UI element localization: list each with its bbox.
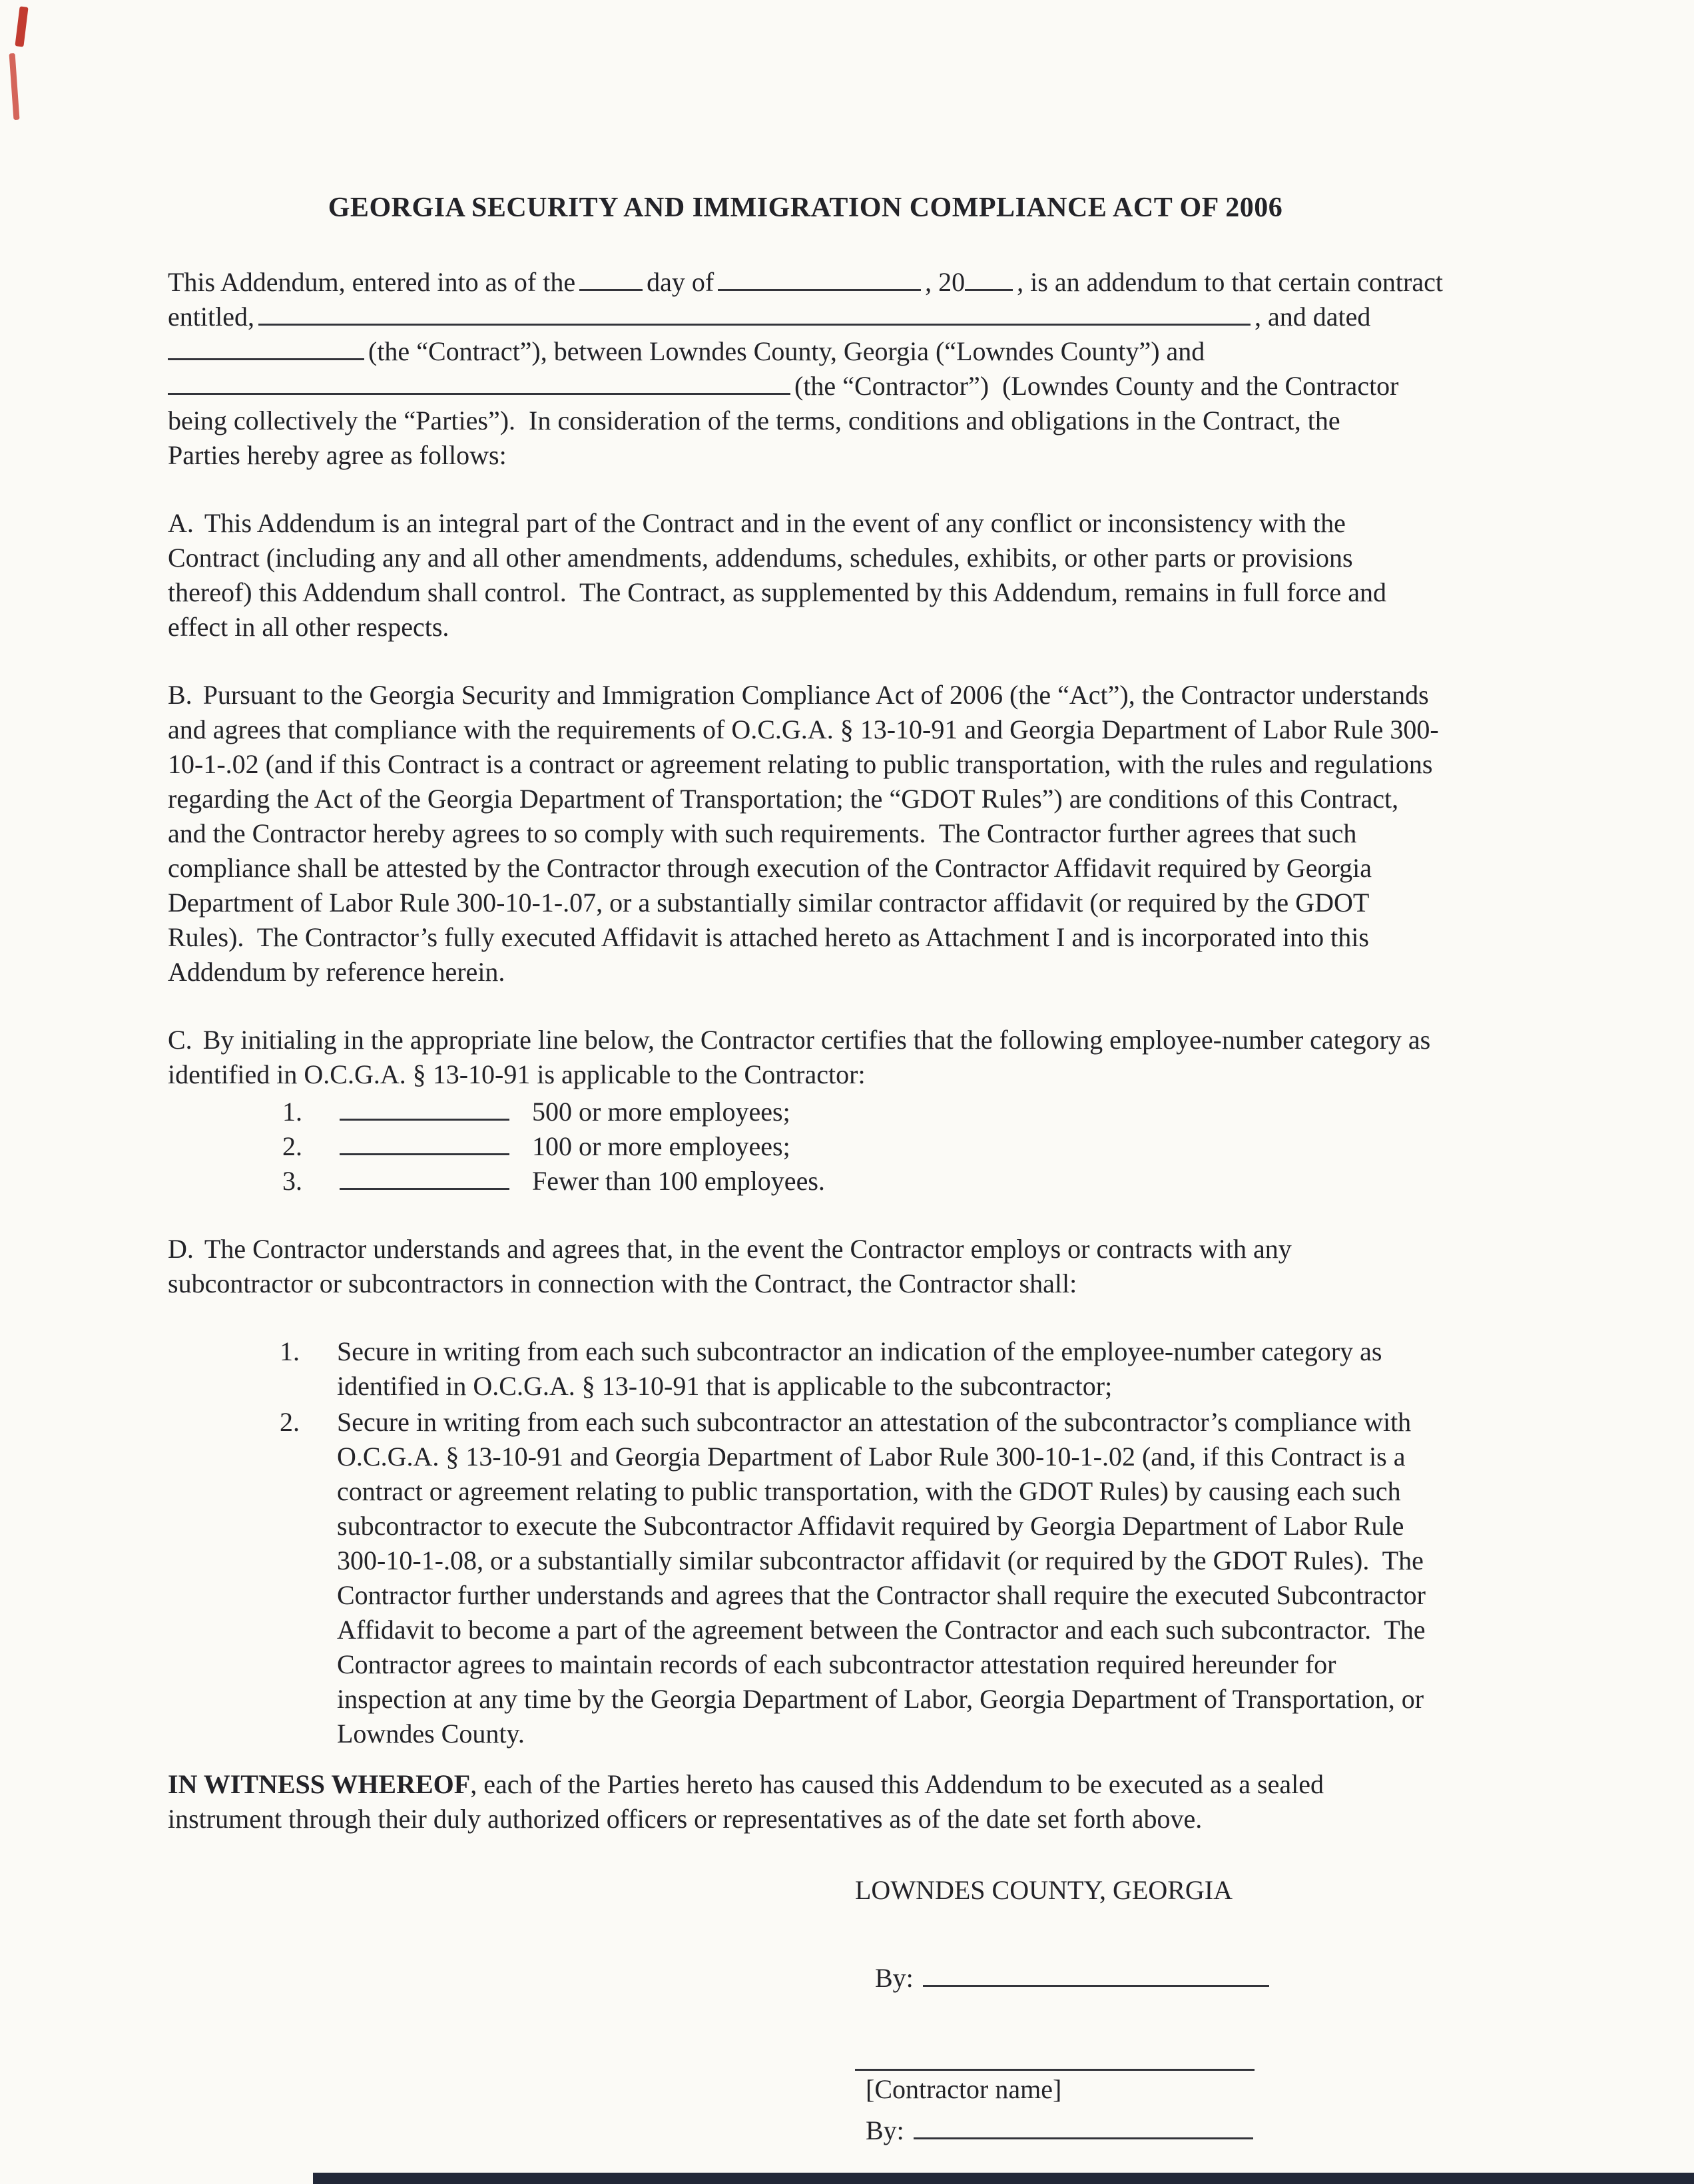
section-a-label: A. (168, 507, 194, 538)
blank-contractor-name (168, 369, 790, 395)
paper-curl-mark (0, 168, 53, 288)
item-text: Secure in writing from each such subcontractor an attestation of the subcontractor’s compliance with O.C.G.A. § 13-10-91 and Georgia Department of Labor Rule 300-10-1-.02 (and, if this Contract is a contract or agreement relating to public transportation, with the GDOT Rules) by causing each such subcontractor to execute the Subcontractor Affidavit required by Georgia Department of Labor Rule 300-10-1-.08, or a substantially similar subcontractor affidavit (or required by the GDOT Rules). The Contractor further understands and agrees that the Contractor shall require the executed Subcontractor Affidavit to become a part of the agreement between the Contractor and each such subcontractor. The Contractor agrees to maintain records of each subcontractor attestation required hereunder for inspection at any time by the Georgia Department of Labor, Georgia Department of Transportation, or Lowndes County. (337, 1406, 1432, 1749)
list-item (280, 1405, 1443, 1751)
section-d-paragraph (168, 1232, 1443, 1301)
blank-initial-100 (340, 1129, 509, 1155)
intro-text: , and dated (1254, 301, 1371, 332)
intro-text: being collectively the “Parties”). In consideration of the terms, conditions and obligations in the Contract, the (168, 405, 1340, 435)
red-scan-artifact (15, 6, 28, 47)
intro-line (168, 404, 1443, 438)
item-number: 2. (282, 1131, 302, 1161)
red-scan-artifact (9, 53, 20, 120)
item-number: 1. (282, 1096, 302, 1127)
contractor-name-line (855, 2042, 1255, 2071)
intro-text: , 20 (925, 266, 966, 297)
section-d-label: D. (168, 1233, 194, 1264)
county-name: LOWNDES COUNTY, GEORGIA (855, 1874, 1233, 1905)
county-signature-row (875, 1961, 1443, 1996)
document-content (168, 190, 1443, 2148)
item-label: 100 or more employees; (532, 1131, 790, 1161)
item-label: Fewer than 100 employees. (532, 1165, 825, 1196)
list-item (282, 1095, 1443, 1129)
intro-line (168, 334, 1443, 369)
by-label: By: (875, 1962, 914, 1993)
section-c-label: C. (168, 1024, 192, 1055)
blank-contract-title (258, 300, 1251, 326)
blank-initial-fewer (340, 1164, 509, 1190)
list-item (282, 1164, 1443, 1199)
intro-line (168, 369, 1443, 404)
intro-text: , is an addendum to that certain contract (1017, 266, 1443, 297)
witness-paragraph (168, 1767, 1443, 1836)
intro-line (168, 300, 1443, 334)
item-text: Secure in writing from each such subcontractor an indication of the employee-number category as identified in O.C.G.A. § 13-10-91 that is applicable to the subcontractor; (337, 1336, 1389, 1401)
paper-curl-mark (0, 1829, 51, 1950)
witness-text: , each of the Parties hereto has caused this Addendum to be executed as a sealed instrument through their duly authorized officers or representatives as of the date set forth above. (168, 1769, 1330, 1834)
item-label: 500 or more employees; (532, 1096, 790, 1127)
signature-block (855, 1873, 1443, 2148)
subcontractor-obligation-list (168, 1334, 1443, 1751)
contractor-signature-row (866, 2113, 1443, 2148)
county-signature-line (923, 1961, 1269, 1987)
list-item (282, 1129, 1443, 1164)
contractor-signature-line (914, 2113, 1253, 2139)
intro-text: entitled, (168, 301, 254, 332)
intro-text: Parties hereby agree as follows: (168, 439, 507, 470)
section-c-paragraph (168, 1023, 1443, 1092)
by-label: By: (866, 2115, 904, 2145)
section-b-paragraph (168, 678, 1443, 989)
section-d-text: The Contractor understands and agrees that, in the event the Contractor employs or contracts with any subcontractor or subcontractors in connection with the Contract, the Contractor shall: (168, 1233, 1298, 1298)
section-c-text: By initialing in the appropriate line below, the Contractor certifies that the following employee-number category as identified in O.C.G.A. § 13-10-91 is applicable to the Contractor: (168, 1024, 1438, 1089)
witness-lead-in: IN WITNESS WHEREOF (168, 1769, 471, 1799)
blank-dated (168, 334, 364, 360)
section-a-text: This Addendum is an integral part of the Contract and in the event of any conflict or inconsistency with the Contract (including any and all other amendments, addendums, schedules, exhibits, or other parts or provisions thereof) this Addendum shall control. The Contract, as supplemented by this Addendum, remains in full force and effect in all other respects. (168, 507, 1393, 642)
item-number: 3. (282, 1165, 302, 1196)
scanner-edge-bar (313, 2173, 1694, 2184)
intro-text: (the “Contractor”) (Lowndes County and the Contractor (794, 370, 1399, 401)
contractor-name-placeholder: [Contractor name] (866, 2073, 1062, 2104)
intro-line (168, 265, 1443, 300)
employee-category-list (168, 1095, 1443, 1199)
document-title: GEORGIA SECURITY AND IMMIGRATION COMPLIANCE ACT OF 2006 (328, 192, 1283, 223)
signature-gap (855, 1996, 1443, 2042)
list-item (280, 1334, 1443, 1404)
intro-text: (the “Contract”), between Lowndes County, Georgia (“Lowndes County”) and (368, 336, 1205, 366)
section-b-text: Pursuant to the Georgia Security and Immigration Compliance Act of 2006 (the “Act”), the Contractor understands and agrees that compliance with the requirements of O.C.G.A. § 13-10-91 and Georgia Department of Labor Rule 300-10-1-.02 (and if this Contract is a contract or agreement relating to public transportation, with the rules and regulations regarding the Act of the Georgia Department of Transportation; the “GDOT Rules”) are conditions of this Contract, and the Contractor hereby agrees to so comply with such requirements. The Contractor further agrees that such compliance shall be attested by the Contractor through execution of the Contractor Affidavit required by Georgia Department of Labor Rule 300-10-1-.07, or a substantially similar contractor affidavit (or required by the GDOT Rules). The Contractor’s fully executed Affidavit is attached hereto as Attachment I and is incorporated into this Addendum by reference herein. (168, 679, 1440, 987)
section-a-paragraph (168, 506, 1443, 645)
item-number: 1. (280, 1336, 300, 1366)
section-b-label: B. (168, 679, 192, 710)
intro-text: This Addendum, entered into as of the (168, 266, 576, 297)
blank-month (718, 265, 921, 291)
intro-text: day of (647, 266, 714, 297)
intro-line (168, 438, 1443, 473)
item-number: 2. (280, 1406, 300, 1437)
blank-day (579, 265, 643, 291)
blank-year (965, 265, 1013, 291)
intro-paragraph (168, 265, 1443, 473)
blank-initial-500 (340, 1095, 509, 1121)
